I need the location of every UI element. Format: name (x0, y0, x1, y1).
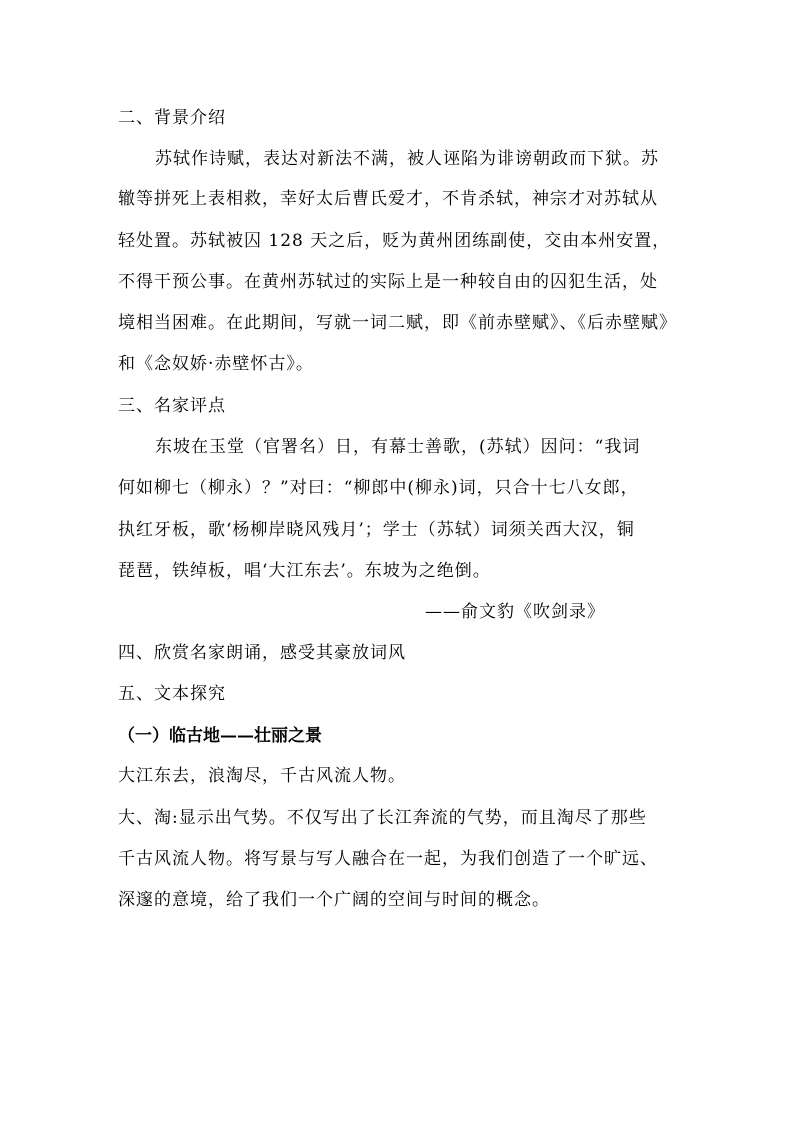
section-heading-background: 二、背景介绍 (118, 108, 226, 128)
paragraph-line: 和《念奴娇·赤壁怀古》。 (118, 354, 314, 374)
analysis-line: 千古风流人物。将写景与写人融合在一起，为我们创造了一个旷远、 (118, 849, 658, 869)
quote-line: 执红牙板，歌‘杨柳岸晓风残月’；学士（苏轼）词须关西大汉，铜 (118, 520, 635, 540)
quote-line: 何如柳七（柳永）？”对曰：“柳郎中(柳永)词，只合十七八女郎， (118, 478, 639, 498)
paragraph-line: 苏轼作诗赋，表达对新法不满，被人诬陷为诽谤朝政而下狱。苏 (155, 149, 659, 169)
section-heading-inquiry: 五、文本探究 (118, 684, 226, 704)
paragraph-line: 不得干预公事。在黄州苏轼过的实际上是一种较自由的囚犯生活，处 (118, 272, 658, 292)
paragraph-line: 境相当困难。在此期间，写就一词二赋，即《前赤壁赋》、《后赤壁赋》 (118, 313, 677, 333)
quote-line: 东坡在玉堂（官署名）日，有幕士善歌，(苏轼）因问：“我词 (155, 437, 641, 457)
quote-line: 琵琶，铁绰板，唱‘大江东去’。东坡为之绝倒。 (118, 561, 491, 581)
section-heading-recitation: 四、欣赏名家朗诵，感受其豪放词风 (118, 643, 406, 663)
section-heading-comments: 三、名家评点 (118, 396, 226, 416)
paragraph-line: 轻处置。苏轼被囚 128 天之后，贬为黄州团练副使，交由本州安置， (118, 231, 671, 251)
paragraph-line: 辙等拼死上表相救，幸好太后曹氏爱才，不肯杀轼，神宗才对苏轼从 (118, 189, 658, 209)
sub-heading: （一）临古地——壮丽之景 (118, 726, 322, 746)
analysis-line: 深邃的意境，给了我们一个广阔的空间与时间的概念。 (118, 890, 550, 910)
poem-line: 大江东去，浪淘尽，千古风流人物。 (118, 766, 406, 786)
citation: ——俞文豹《吹剑录》 (425, 602, 605, 622)
analysis-line: 大、淘:显示出气势。不仅写出了长江奔流的气势，而且淘尽了那些 (118, 808, 647, 828)
